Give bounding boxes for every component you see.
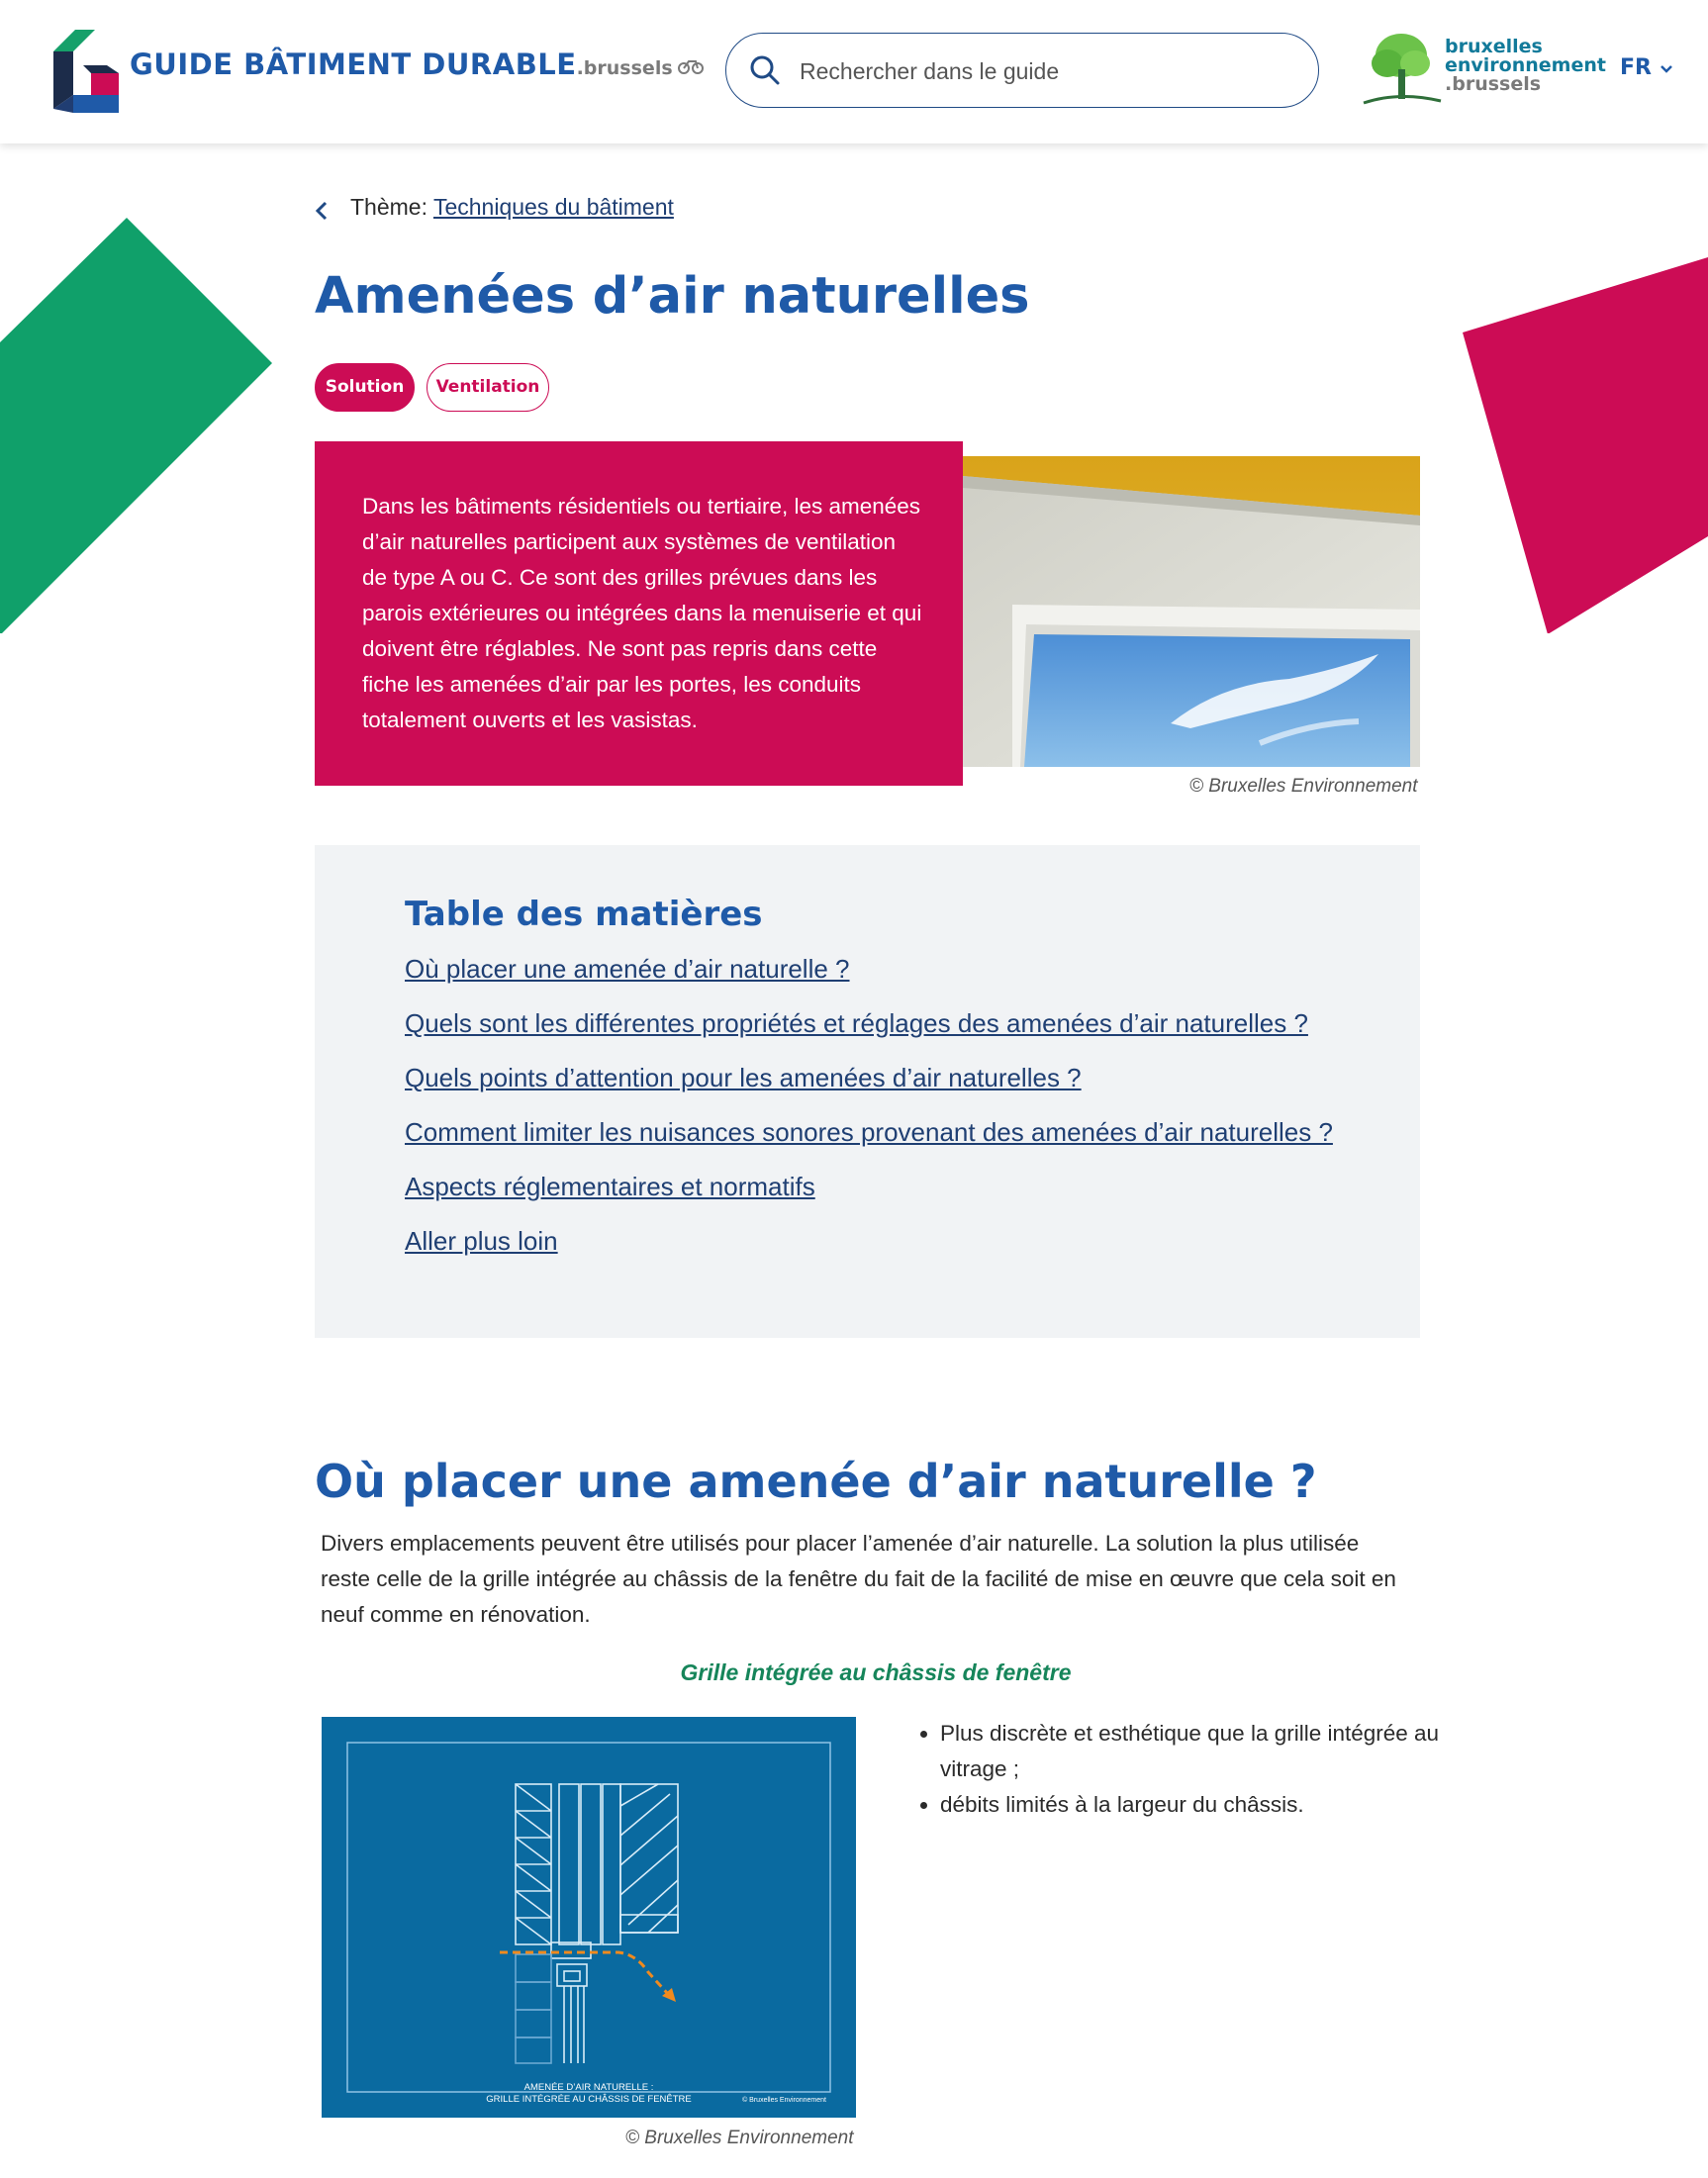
bike-icon [677, 58, 705, 74]
site-header [0, 0, 1708, 143]
breadcrumb-link[interactable]: Techniques du bâtiment [432, 194, 674, 220]
diagram-caption: © Bruxelles Environnement [625, 2128, 854, 2148]
guide-logo[interactable] [53, 30, 687, 114]
chevron-left-icon[interactable] [315, 200, 329, 222]
search-box[interactable] [725, 33, 1319, 108]
list-item: • débits limités à la largeur du châssis. [940, 1787, 1455, 1823]
toc-item [405, 1008, 1333, 1063]
section-title: Où placer une amenée d’air naturelle ? [315, 1455, 1317, 1508]
chevron-down-icon [1660, 64, 1673, 74]
diagram-credit: © Bruxelles Environnement [742, 2097, 826, 2104]
bruxelles-environnement-logo[interactable] [1360, 30, 1606, 109]
logo-wordmark [130, 47, 705, 81]
breadcrumb-prefix: Thème: [350, 194, 427, 220]
toc-item [405, 1172, 1333, 1226]
toc-item [405, 1063, 1333, 1117]
partner-line-2: environnement [1445, 54, 1606, 76]
diagram-label-2: GRILLE INTÉGRÉE AU CHÂSSIS DE FENÊTRE [486, 2094, 692, 2105]
search-icon [748, 53, 782, 87]
guide-logo-mark-icon [53, 30, 119, 113]
breadcrumb-label [350, 194, 674, 221]
list-item: • Plus discrète et esthétique que la grille intégrée au vitrage ; [940, 1716, 1455, 1787]
toc-list [405, 954, 1333, 1280]
partner-domain: .brussels [1445, 73, 1542, 95]
section-bullets [910, 1716, 1455, 1823]
logo-domain: .brussels [576, 57, 673, 79]
toc-link-noise[interactable]: Comment limiter les nuisances sonores provenant des amenées d’air naturelles ? [405, 1117, 1333, 1147]
diagram-label-1: AMENÉE D’AIR NATURELLE : [523, 2082, 654, 2093]
toc-item [405, 1226, 1333, 1280]
intro-box [315, 441, 963, 786]
partner-line-1: bruxelles [1445, 36, 1543, 57]
decorative-red-shape [1463, 257, 1708, 633]
window-photo [963, 456, 1420, 767]
toc-link-regulations[interactable]: Aspects réglementaires et normatifs [405, 1172, 815, 1201]
section-paragraph: Divers emplacements peuvent être utilisés pour placer l’amenée d’air naturelle. La solution la plus utilisée reste celle de la grille intégrée au châssis de la fenêtre du fait de la facilité de mise en œuvre que cela soit en neuf comme en rénovation. [321, 1531, 1396, 1627]
language-selector[interactable] [1620, 55, 1673, 80]
toc-link-attention-points[interactable]: Quels points d’attention pour les amenées d’air naturelles ? [405, 1063, 1082, 1092]
toc-item [405, 954, 1333, 1008]
tag-solution[interactable]: Solution [315, 363, 415, 412]
toc-item [405, 1117, 1333, 1172]
photo-caption: © Bruxelles Environnement [1189, 776, 1418, 797]
logo-text: GUIDE BÂTIMENT DURABLE [130, 47, 577, 81]
search-input[interactable] [798, 51, 1296, 91]
language-label: FR [1620, 55, 1652, 80]
technical-diagram [322, 1717, 856, 2118]
toc-link-properties[interactable]: Quels sont les différentes propriétés et réglages des amenées d’air naturelles ? [405, 1008, 1308, 1038]
partner-text [1445, 38, 1606, 94]
toc-link-further[interactable]: Aller plus loin [405, 1226, 558, 1256]
tree-icon [1360, 30, 1443, 109]
partner-line-3 [1445, 75, 1606, 94]
tag-ventilation[interactable]: Ventilation [427, 363, 549, 412]
toc-title: Table des matières [405, 895, 763, 934]
section-subheading: Grille intégrée au châssis de fenêtre [680, 1659, 1072, 1685]
page-title: Amenées d’air naturelles [315, 267, 1030, 326]
toc-link-placement[interactable]: Où placer une amenée d’air naturelle ? [405, 954, 850, 984]
decorative-green-shape [0, 218, 277, 633]
intro-text: Dans les bâtiments résidentiels ou tertiaire, les amenées d’air naturelles participent aux systèmes de ventilation de type A ou C. Ce sont des grilles prévues dans les parois extérieures ou intégrées dans la menuiserie et qui doivent être réglables. Ne sont pas repris dans cette fiche les amenées d’air par les portes, les conduits totalement ouverts et les vasistas. [362, 494, 922, 732]
table-of-contents [315, 845, 1420, 1338]
